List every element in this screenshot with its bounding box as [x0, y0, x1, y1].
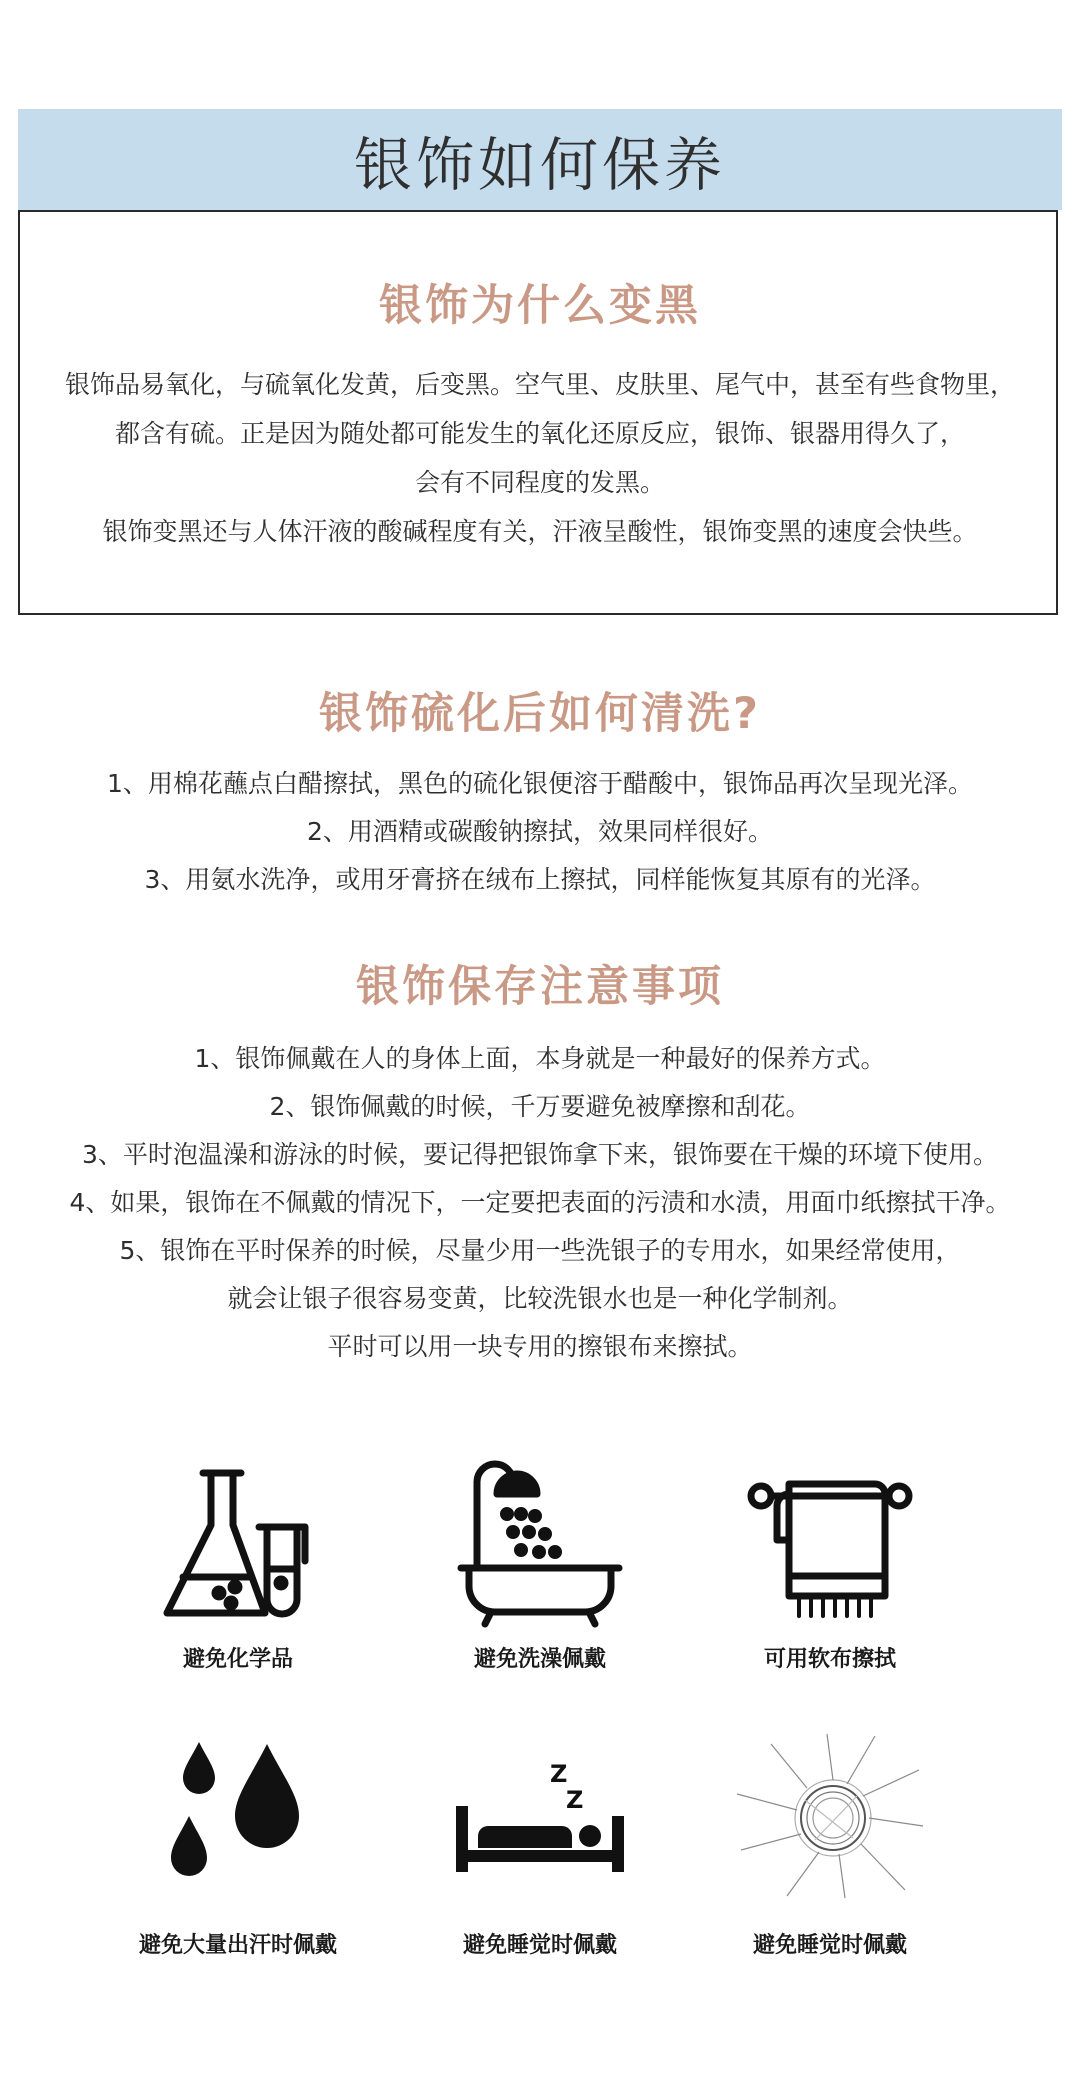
- svg-text:Z: Z: [550, 1760, 568, 1788]
- list-item: 就会让银子很容易变黄，比较洗银水也是一种化学制剂。: [227, 1284, 853, 1313]
- icon-label: 避免洗澡佩戴: [473, 1647, 606, 1672]
- title-banner: [18, 109, 1062, 210]
- paragraph-line: 都含有硫。正是因为随处都可能发生的氧化还原反应，银饰、银器用得久了，: [114, 419, 965, 448]
- paragraph-line: 银饰变黑还与人体汗液的酸碱程度有关，汗液呈酸性，银饰变黑的速度会快些。: [102, 517, 978, 546]
- list-item: 4、如果，银饰在不佩戴的情况下，一定要把表面的污渍和水渍，用面巾纸擦拭干净。: [69, 1188, 1011, 1217]
- sleeping-bed-icon: [390, 1752, 690, 1882]
- paragraph-line: 银饰品易氧化，与硫氧化发黄，后变黑。空气里、皮肤里、尾气中，甚至有些食物里，: [64, 370, 1015, 399]
- list-item: 3、用氨水洗净，或用牙膏挤在绒布上擦拭，同样能恢复其原有的光泽。: [144, 865, 936, 894]
- list-item: 5、银饰在平时保养的时候，尽量少用一些洗银子的专用水，如果经常使用，: [119, 1236, 961, 1265]
- section-title-cleaning: 银饰硫化后如何清洗?: [319, 689, 761, 739]
- bathtub-shower-icon: [390, 1458, 690, 1628]
- icon-label: 避免睡觉时佩戴: [752, 1933, 907, 1958]
- chemistry-flask-icon: [88, 1465, 388, 1625]
- icon-label: 避免化学品: [182, 1647, 293, 1672]
- icon-label: 可用软布擦拭: [763, 1647, 896, 1672]
- list-item: 3、平时泡温澡和游泳的时候，要记得把银饰拿下来，银饰要在干燥的环境下使用。: [82, 1140, 998, 1169]
- paragraph-line: 会有不同程度的发黑。: [414, 468, 665, 497]
- cracked-glass-icon: [680, 1730, 980, 1900]
- page-title: 银饰如何保养: [353, 130, 726, 199]
- list-item: 平时可以用一块专用的擦银布来擦拭。: [327, 1332, 753, 1361]
- svg-text:Z: Z: [566, 1786, 584, 1814]
- section-title-storage: 银饰保存注意事项: [356, 962, 724, 1012]
- towel-rack-icon: [680, 1468, 980, 1628]
- storage-list: [0, 1035, 1080, 1371]
- list-item: 2、银饰佩戴的时候，千万要避免被摩擦和刮花。: [269, 1092, 811, 1121]
- list-item: 1、用棉花蘸点白醋擦拭，黑色的硫化银便溶于醋酸中，银饰品再次呈现光泽。: [107, 769, 973, 798]
- icon-label: 避免睡觉时佩戴: [462, 1933, 617, 1958]
- section-title-why-black: 银饰为什么变黑: [379, 281, 701, 331]
- cleaning-list: [0, 760, 1080, 904]
- list-item: 1、银饰佩戴在人的身体上面，本身就是一种最好的保养方式。: [194, 1044, 886, 1073]
- sweat-drops-icon: [88, 1732, 388, 1882]
- icon-label: 避免大量出汗时佩戴: [138, 1933, 337, 1958]
- list-item: 2、用酒精或碳酸钠擦拭，效果同样很好。: [307, 817, 773, 846]
- why-black-paragraph: [0, 360, 1080, 556]
